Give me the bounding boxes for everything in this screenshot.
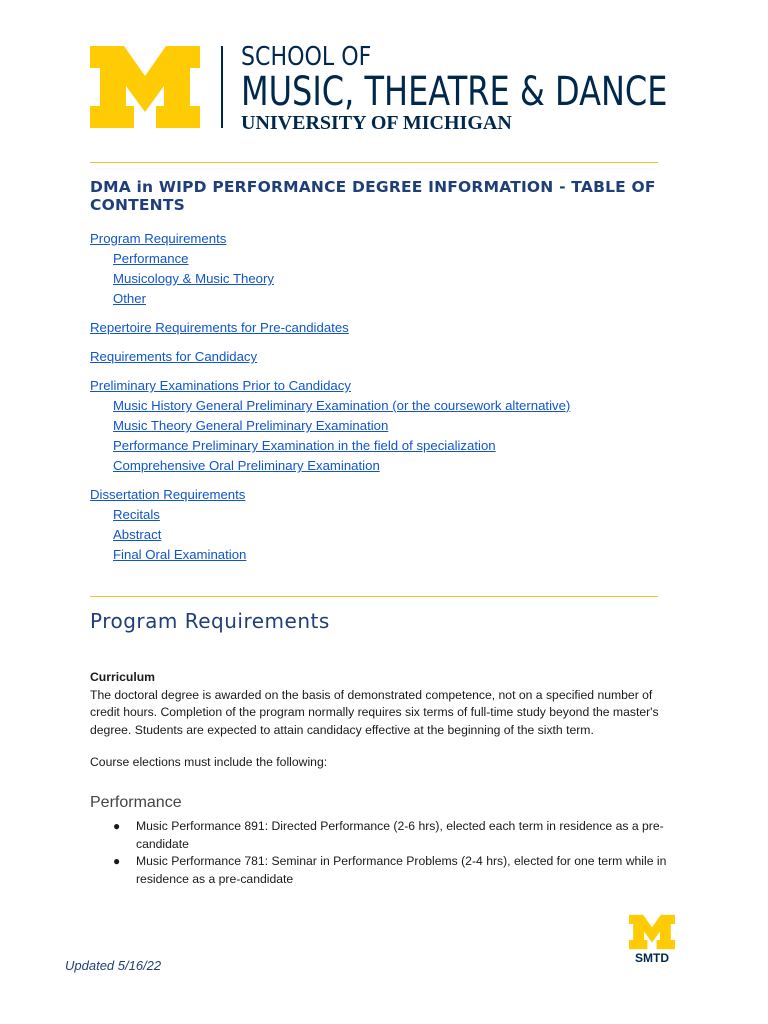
list-item [113,853,673,888]
toc-sublink[interactable]: Recitals [113,507,160,522]
toc-link[interactable]: Dissertation Requirements [90,487,246,502]
toc-link[interactable]: Requirements for Candidacy [90,349,258,364]
toc-link[interactable]: Program Requirements [90,231,227,246]
toc-sublink[interactable]: Performance [113,251,189,266]
toc-link[interactable]: Preliminary Examinations Prior to Candidacy [90,378,351,393]
course-elections-intro: Course elections must include the following: [90,755,328,769]
toc-sublink[interactable]: Comprehensive Oral Preliminary Examination [113,458,380,473]
list-item [113,818,673,853]
school-header [90,44,690,134]
performance-heading: Performance [90,794,182,811]
toc-group [90,347,690,367]
performance-list [113,818,673,888]
bullet-icon: ● [113,819,121,833]
block-m-logo [90,46,200,128]
list-item-text: Music Performance 891: Directed Performance (2-6 hrs), elected each term in residence as a pre-candidate [136,819,664,851]
toc-sublink[interactable]: Abstract [113,527,162,542]
toc-sublink[interactable]: Music Theory General Preliminary Examination [113,418,389,433]
list-item-text: Music Performance 781: Seminar in Performance Problems (2-4 hrs), elected for one term while in residence as a pre-candidate [136,854,667,886]
toc-group [90,376,690,476]
toc-group [90,318,690,338]
curriculum-paragraph: The doctoral degree is awarded on the basis of demonstrated competence, not on a specified number of credit hours. Completion of the program normally requires six terms of full-time study beyond the master's degree. Students are expected to attain candidacy effective at the beginning of the sixth term. [90,687,659,737]
divider-middle [90,596,658,597]
updated-date: Updated 5/16/22 [65,958,162,973]
toc-group [90,485,690,565]
bullet-icon: ● [113,854,121,868]
toc-sublink[interactable]: Performance Preliminary Examination in the field of specialization [113,438,496,453]
curriculum-heading: Curriculum [90,670,156,684]
curriculum-section [90,669,685,739]
program-requirements-heading: Program Requirements [90,609,330,633]
toc-sublink[interactable]: Other [113,291,146,306]
toc-sublink[interactable]: Final Oral Examination [113,547,247,562]
toc-group [90,229,690,309]
smtd-block-m-logo [629,914,675,950]
school-name [241,44,768,134]
table-of-contents [90,229,690,574]
toc-title: DMA in WIPD PERFORMANCE DEGREE INFORMATION - TABLE OF CONTENTS [90,178,656,214]
toc-sublink[interactable]: Musicology & Music Theory [113,271,274,286]
divider-top [90,162,658,163]
toc-sublink[interactable]: Music History General Preliminary Examination (or the coursework alternative) [113,398,571,413]
smtd-label: SMTD [635,951,669,965]
toc-link[interactable]: Repertoire Requirements for Pre-candidates [90,320,349,335]
school-line-2: MUSIC, THEATRE & DANCE [241,69,668,115]
university-line: UNIVERSITY OF MICHIGAN [241,112,512,134]
header-divider [221,46,223,128]
school-line-1: SCHOOL OF [241,42,372,72]
